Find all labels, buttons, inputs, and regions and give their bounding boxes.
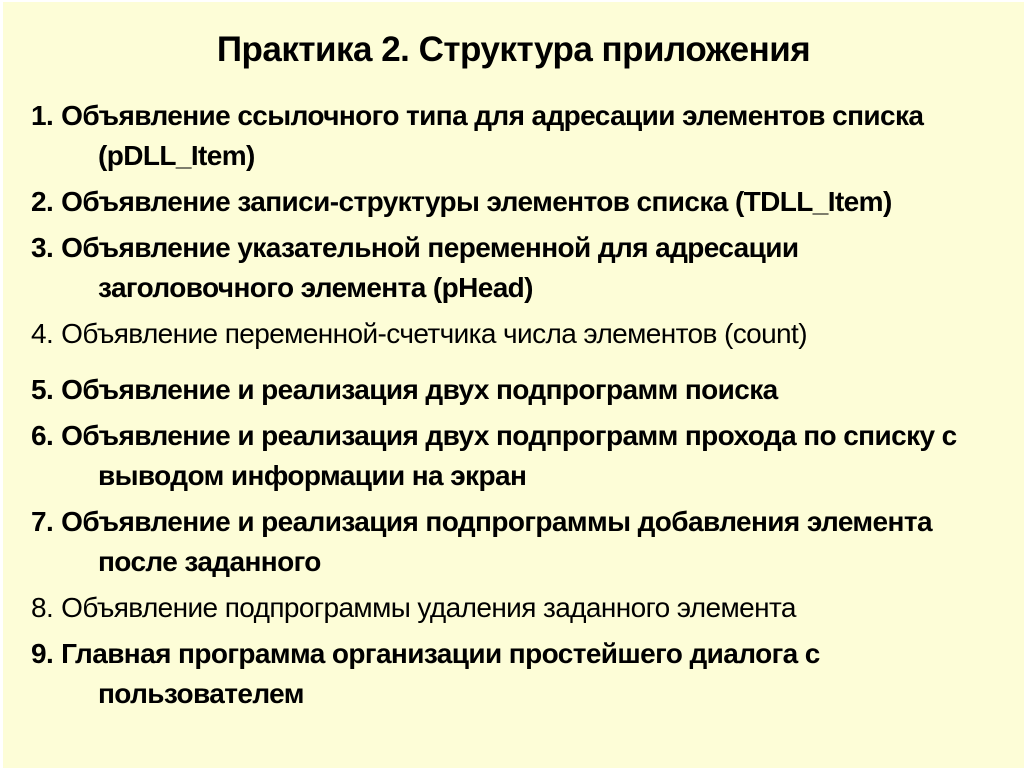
item-text: Объявление переменной-счетчика числа элементов (count)	[61, 318, 807, 350]
item-number: 7.	[31, 506, 54, 538]
list-item	[3, 182, 988, 222]
item-number: 3.	[31, 232, 54, 264]
item-number: 6.	[31, 420, 54, 452]
list-item	[3, 96, 988, 176]
item-text: Главная программа организации простейшего диалога с пользователем	[61, 638, 820, 710]
item-number: 4.	[31, 318, 54, 350]
item-number: 1.	[31, 100, 54, 132]
item-text: Объявление и реализация двух подпрограмм прохода по списку с выводом информации на экран	[61, 420, 957, 492]
item-number: 2.	[31, 186, 54, 218]
list-item	[3, 370, 988, 410]
item-text: Объявление указательной переменной для адресации заголовочного элемента (pHead)	[61, 232, 799, 304]
item-text: Объявление ссылочного типа для адресации элементов списка (pDLL_Item)	[61, 100, 924, 172]
item-text: Объявление и реализация подпрограммы добавления элемента после заданного	[61, 506, 932, 578]
slide-title: Практика 2. Структура приложения	[216, 30, 811, 69]
item-number: 9.	[31, 638, 54, 670]
item-number: 8.	[31, 592, 54, 624]
list-item	[3, 314, 988, 354]
list-item	[3, 502, 988, 582]
list-item	[3, 634, 988, 714]
item-text: Объявление подпрограммы удаления заданного элемента	[61, 592, 796, 624]
list-item	[3, 588, 988, 628]
list-item	[3, 228, 988, 308]
item-number: 5.	[31, 374, 54, 406]
item-text: Объявление записи-структуры элементов списка (TDLL_Item)	[61, 186, 892, 218]
item-text: Объявление и реализация двух подпрограмм поиска	[61, 374, 778, 406]
numbered-list	[3, 96, 988, 714]
list-item	[3, 416, 988, 496]
